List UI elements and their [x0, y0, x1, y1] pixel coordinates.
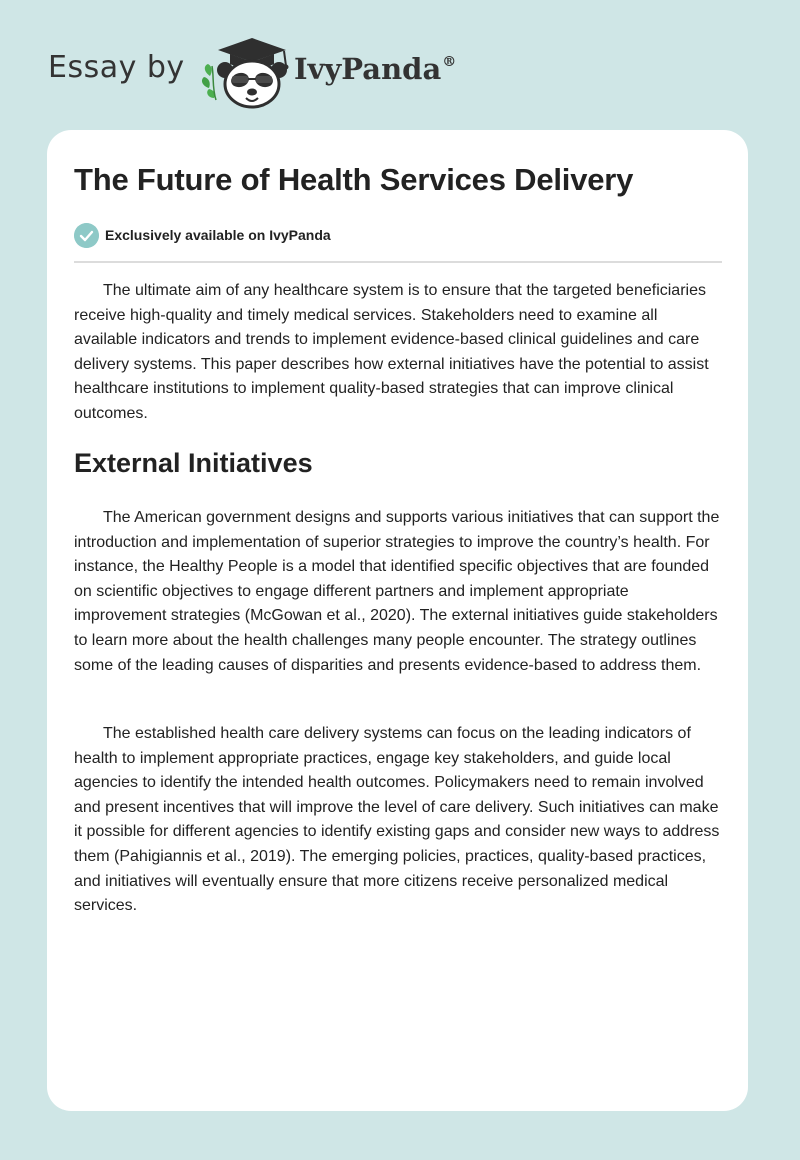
exclusive-badge-label: Exclusively available on IvyPanda — [105, 227, 331, 243]
site-header — [0, 0, 800, 130]
brand-name[interactable]: IvyPanda® — [294, 52, 457, 86]
divider — [74, 261, 722, 263]
ivy-leaf-icon — [202, 64, 216, 100]
panda-logo-icon[interactable] — [200, 36, 292, 110]
section-heading: External Initiatives — [74, 448, 313, 478]
section-paragraph: The established health care delivery systems can focus on the leading indicators of health to implement appropriate practices, engage key stakeholders, and guide local agencies to identify the intended health outcomes. Policymakers need to remain involved and present incentives that will improve the level of care delivery. Such initiatives can make it possible for different agencies to identify existing gaps and consider new ways to address them (Pahigiannis et al., 2019). The emerging policies, practices, quality-based practices, and initiatives will eventually ensure that more citizens receive personalized medical services. — [74, 725, 720, 915]
check-circle-icon — [74, 223, 99, 248]
registered-mark: ® — [442, 54, 457, 70]
intro-paragraph: The ultimate aim of any healthcare system is to ensure that the targeted beneficiaries receive high-quality and timely medical services. Stakeholders need to examine all available indicators and trends to implement evidence-based clinical guidelines and care delivery systems. This paper describes how external initiatives have the potential to assist healthcare institutions to implement quality-based strategies that can improve clinical outcomes. — [74, 282, 709, 422]
essay-by-label: Essay by — [48, 50, 185, 85]
page-title: The Future of Health Services Delivery — [74, 162, 634, 197]
exclusive-badge — [74, 222, 331, 248]
section-paragraph: The American government designs and supports various initiatives that can support the introduction and implementation of superior strategies to improve the country’s health. For instance, the Healthy People is a model that identified specific objectives that are founded on scientific objectives to engage different partners and implement appropriate improvement strategies (McGowan et al., 2020). The external initiatives guide stakeholders to learn more about the health challenges many people encounter. The strategy outlines some of the leading causes of disparities and presents evidence-based to address them. — [74, 509, 720, 674]
essay-card — [47, 130, 748, 1111]
